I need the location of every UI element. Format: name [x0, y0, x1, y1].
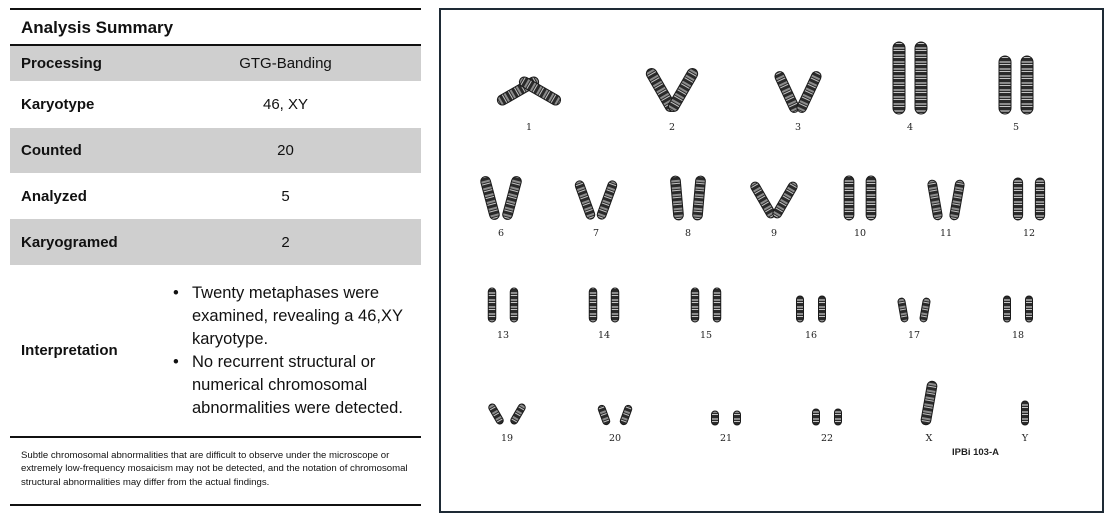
chromosome-label: 13 [496, 330, 510, 341]
chromosome [597, 404, 610, 425]
chromosome [819, 296, 826, 322]
chromosome-label: 5 [1012, 122, 1020, 133]
chromosome-label: 12 [1022, 228, 1036, 239]
disclaimer-note: Subtle chromosomal abnormalities that are difficult to observe under the microscope or extremely low-frequency mosaicism may not be detected, and the notation of chromosomal structural abnormalities may differ from the actual findings. [21, 450, 408, 488]
chromosome-pair-8 [670, 176, 705, 239]
chromosome-label: 20 [608, 433, 622, 444]
chromosome [915, 42, 927, 114]
chromosome [480, 175, 501, 220]
row-label: Counted [21, 142, 82, 159]
karyogram-image [441, 10, 1102, 511]
chromosome [509, 403, 526, 426]
row-counted [10, 128, 421, 173]
chromosome-pair-y [1021, 401, 1029, 444]
chromosome-label: 17 [907, 330, 921, 341]
chromosome-pair-14 [589, 288, 618, 341]
row-karyogramed [10, 219, 421, 265]
chromosome [893, 42, 905, 114]
row-analyzed [10, 173, 421, 219]
row-label: Interpretation [21, 342, 118, 359]
sample-id-label: IPBi 103-A [952, 447, 999, 458]
chromosome-label: Y [1021, 433, 1029, 444]
row-label: Analyzed [21, 187, 87, 205]
chromosome [670, 176, 683, 221]
chromosome-pair-7 [574, 180, 618, 239]
chromosome-pair-2 [644, 67, 699, 133]
chromosome [502, 175, 523, 220]
chromosome-label: 22 [820, 433, 834, 444]
chromosome-pair-19 [487, 403, 526, 444]
chromosome-pair-11 [927, 180, 965, 239]
chromosome [1004, 296, 1011, 322]
chromosome [691, 288, 698, 322]
chromosome-label: 7 [592, 228, 600, 239]
chromosome-pair-22 [813, 409, 842, 444]
chromosome-pair-5 [999, 56, 1033, 133]
analysis-summary-table [10, 8, 421, 506]
chromosome-pair-13 [488, 288, 517, 341]
row-karyotype [10, 81, 421, 128]
chromosome-label: 6 [497, 228, 505, 239]
row-label: Processing [21, 55, 102, 72]
chromosome [797, 296, 804, 322]
row-value: 5 [281, 187, 290, 205]
chromosome [692, 176, 705, 221]
row-processing [10, 46, 421, 81]
chromosome-pair-12 [1013, 178, 1044, 239]
chromosome-label: 15 [699, 330, 713, 341]
chromosome [949, 180, 965, 221]
chromosome-label: 14 [597, 330, 611, 341]
chromosome [487, 403, 504, 426]
chromosome [596, 180, 618, 221]
chromosome-label: 1 [525, 122, 533, 133]
interpretation-bullet: • No recurrent structural or numerical chromosomal abnormalities were detected. [170, 351, 413, 420]
row-value: 20 [277, 142, 294, 159]
chromosome-label: 10 [853, 228, 867, 239]
chromosome-pair-4 [893, 42, 927, 133]
chromosome [574, 180, 596, 221]
bottom-rule [10, 504, 421, 506]
chromosome-pair-x [920, 380, 937, 444]
row-value: 46, XY [262, 96, 309, 113]
chromosome-pair-17 [897, 298, 930, 341]
chromosome-pair-15 [691, 288, 720, 341]
interpretation-value [170, 282, 421, 420]
chromosome-label: 2 [668, 122, 676, 133]
chromosome-pair-10 [844, 176, 876, 239]
chromosome-label: 11 [939, 228, 953, 239]
chromosome [619, 404, 632, 425]
chromosome-label: 4 [906, 122, 914, 133]
summary-title: Analysis Summary [21, 18, 174, 37]
chromosome-pair-18 [1004, 296, 1033, 341]
chromosome [999, 56, 1011, 114]
chromosome-label: 18 [1011, 330, 1025, 341]
chromosome [713, 288, 720, 322]
chromosome [771, 180, 799, 219]
row-interpretation [10, 265, 421, 436]
chromosome-pair-16 [797, 296, 826, 341]
karyogram-panel [439, 8, 1104, 513]
chromosome [611, 288, 618, 322]
chromosome-pair-3 [773, 70, 822, 133]
chromosome-pair-21 [712, 411, 741, 444]
chromosome [835, 409, 842, 425]
interpretation-bullet: • Twenty metaphases were examined, revealing a 46,XY karyotype. [170, 282, 413, 351]
chromosome [920, 380, 937, 425]
chromosome-pair-1 [496, 75, 563, 133]
chromosome-label: 21 [719, 433, 733, 444]
chromosome [1026, 296, 1033, 322]
chromosome-pair-20 [597, 404, 632, 444]
chromosome [734, 411, 741, 425]
chromosome [1022, 401, 1029, 425]
chromosome-label: 9 [770, 228, 778, 239]
chromosome-label: 16 [804, 330, 818, 341]
chromosome [813, 409, 820, 425]
chromosome [1035, 178, 1044, 220]
chromosome [919, 298, 930, 323]
interpretation-list [170, 282, 413, 420]
chromosome [488, 288, 495, 322]
chromosome [866, 176, 876, 220]
chromosome-label: 3 [794, 122, 802, 133]
chromosome [897, 298, 908, 323]
chromosome-label: 19 [500, 433, 514, 444]
chromosome-label: 8 [684, 228, 692, 239]
chromosome [712, 411, 719, 425]
chromosome [844, 176, 854, 220]
chromosome-label: X [925, 433, 933, 444]
row-label: Karyogramed [21, 233, 118, 251]
chromosome [927, 180, 943, 221]
row-label: Karyotype [21, 96, 95, 113]
chromosome [666, 67, 699, 114]
row-value: GTG-Banding [239, 55, 332, 72]
chromosome-pair-9 [749, 180, 799, 239]
chromosome [795, 70, 822, 114]
chromosome [1013, 178, 1022, 220]
row-value: 2 [281, 233, 290, 251]
chromosome [589, 288, 596, 322]
chromosome [1021, 56, 1033, 114]
chromosome-pair-6 [480, 175, 523, 239]
chromosome [510, 288, 517, 322]
